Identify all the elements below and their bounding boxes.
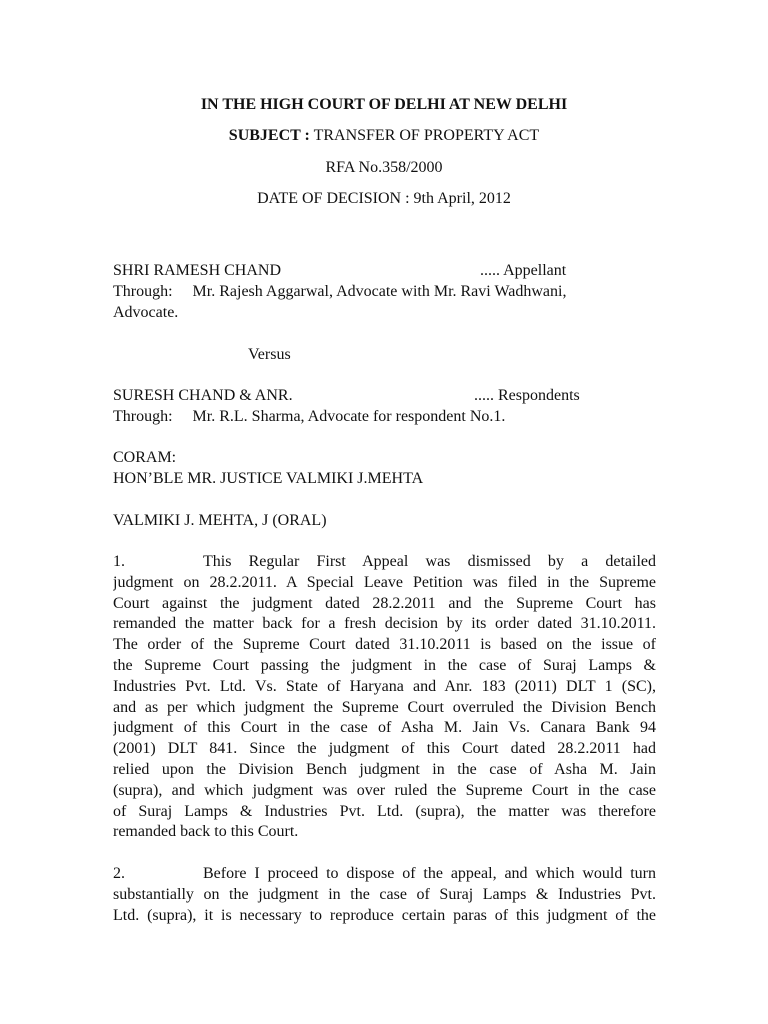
paragraph-line: of Suraj Lamps & Industries Pvt. Ltd. (supra), the matter was therefore bbox=[113, 802, 656, 820]
paragraph-line: (2001) DLT 841. Since the judgment of this Court dated 28.2.2011 had bbox=[113, 740, 656, 758]
paragraph-line: substantially on the judgment in the case of Suraj Lamps & Industries Pvt. bbox=[113, 885, 656, 903]
respondent-role: ..... Respondents bbox=[474, 387, 580, 404]
case-number: RFA No.358/2000 bbox=[325, 159, 443, 176]
paragraph-line: remanded back to this Court. bbox=[113, 823, 299, 841]
paragraph-line: judgment on 28.2.2011. A Special Leave Petition was filed in the Supreme bbox=[113, 573, 656, 591]
paragraph-line: the Supreme Court passing the judgment in the case of Suraj Lamps & bbox=[113, 656, 656, 674]
paragraph-1-line-1 bbox=[113, 552, 656, 573]
paragraph-2-line-1 bbox=[113, 864, 656, 885]
paragraph-line: relied upon the Division Bench judgment in the case of Asha M. Jain bbox=[113, 760, 656, 778]
subject-line bbox=[0, 126, 768, 146]
respondent-name: SURESH CHAND & ANR. bbox=[113, 387, 293, 404]
versus-label: Versus bbox=[248, 346, 291, 363]
court-heading: IN THE HIGH COURT OF DELHI AT NEW DELHI bbox=[200, 96, 568, 113]
paragraph-number: 2. bbox=[113, 865, 125, 882]
paragraph-1 bbox=[113, 552, 656, 843]
paragraph-line: The order of the Supreme Court dated 31.10.2011 is based on the issue of bbox=[113, 636, 656, 654]
paragraph-2 bbox=[113, 864, 656, 926]
appellant-role: ..... Appellant bbox=[480, 262, 567, 279]
coram-label: CORAM: bbox=[113, 449, 177, 466]
paragraph-line: Court against the judgment dated 28.2.2011 and the Supreme Court has bbox=[113, 594, 656, 612]
appellant-counsel: Through: Mr. Rajesh Aggarwal, Advocate with Mr. Ravi Wadhwani, bbox=[113, 283, 567, 300]
paragraph-line: (supra), and which judgment was over ruled the Supreme Court in the case bbox=[113, 781, 656, 799]
paragraph-text: This Regular First Appeal was dismissed by a detailed bbox=[203, 553, 656, 570]
paragraph-line: Ltd. (supra), it is necessary to reproduce certain paras of this judgment of the bbox=[113, 906, 656, 924]
subject-label: SUBJECT : bbox=[228, 127, 310, 144]
paragraph-line: Industries Pvt. Ltd. Vs. State of Haryana and Anr. 183 (2011) DLT 1 (SC), bbox=[113, 677, 656, 695]
subject-value: TRANSFER OF PROPERTY ACT bbox=[309, 127, 540, 144]
appellant-counsel-continued: Advocate. bbox=[113, 304, 179, 321]
paragraph-number: 1. bbox=[113, 553, 125, 570]
paragraph-line: and as per which judgment the Supreme Court overruled the Division Bench bbox=[113, 698, 656, 716]
judgment-author: VALMIKI J. MEHTA, J (ORAL) bbox=[113, 512, 327, 529]
respondent-counsel: Through: Mr. R.L. Sharma, Advocate for respondent No.1. bbox=[113, 408, 506, 425]
coram-judge: HON’BLE MR. JUSTICE VALMIKI J.MEHTA bbox=[113, 470, 424, 487]
paragraph-line: judgment of this Court in the case of Asha M. Jain Vs. Canara Bank 94 bbox=[113, 719, 656, 737]
paragraph-line: remanded the matter back for a fresh decision by its order dated 31.10.2011. bbox=[113, 615, 656, 633]
paragraph-text: Before I proceed to dispose of the appeal, and which would turn bbox=[203, 865, 656, 882]
decision-date: DATE OF DECISION : 9th April, 2012 bbox=[257, 190, 511, 207]
appellant-name: SHRI RAMESH CHAND bbox=[113, 262, 282, 279]
